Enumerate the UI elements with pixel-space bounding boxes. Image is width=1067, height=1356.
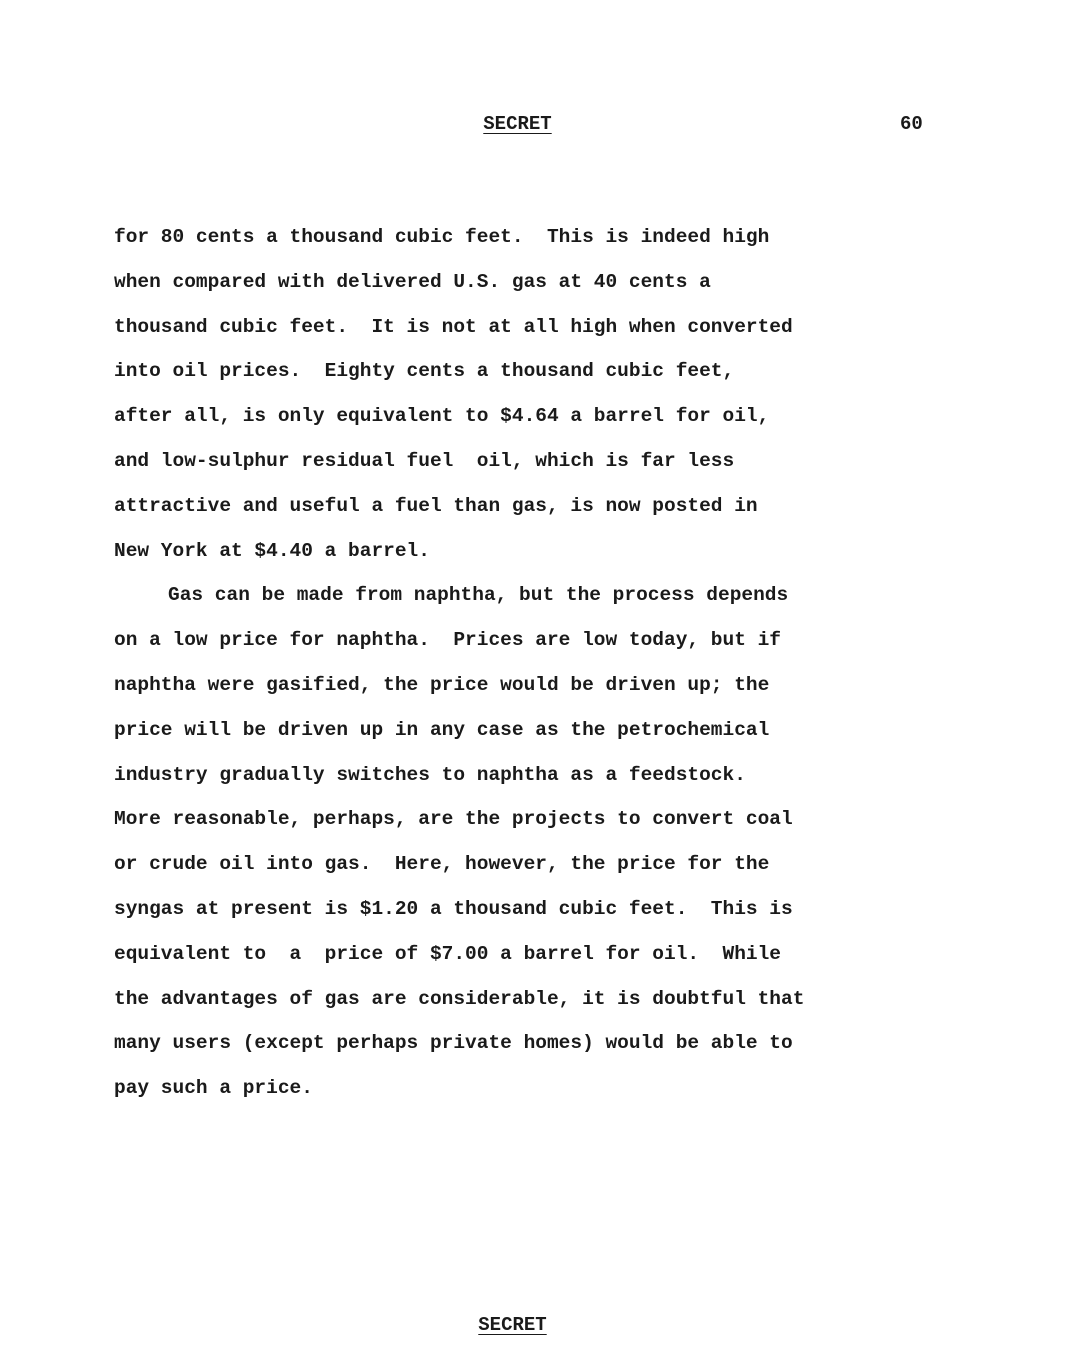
text-line: price will be driven up in any case as the petrochemical	[114, 718, 770, 741]
text-line: or crude oil into gas. Here, however, the price for the	[114, 853, 770, 876]
text-line: for 80 cents a thousand cubic feet. This is indeed high	[114, 226, 770, 248]
text-line: on a low price for naphtha. Prices are low today, but if	[114, 629, 782, 652]
text-line: into oil prices. Eighty cents a thousand cubic feet,	[114, 360, 735, 383]
document-body	[114, 222, 914, 1118]
text-line: after all, is only equivalent to $4.64 a barrel for oil,	[114, 405, 770, 428]
text-line: and low-sulphur residual fuel oil, which is far less	[114, 449, 735, 472]
header-classification-marking: SECRET	[483, 113, 552, 135]
text-line: pay such a price.	[114, 1077, 313, 1100]
page-number: 60	[900, 113, 923, 135]
text-line: industry gradually switches to naphtha as a feedstock.	[114, 763, 746, 786]
text-line: equivalent to a price of $7.00 a barrel for oil. While	[114, 942, 782, 965]
footer-classification-marking: SECRET	[478, 1314, 547, 1336]
text-line: attractive and useful a fuel than gas, is now posted in	[114, 494, 758, 517]
text-line: syngas at present is $1.20 a thousand cubic feet. This is	[114, 897, 793, 920]
text-line: many users (except perhaps private homes) would be able to	[114, 1032, 793, 1055]
text-line: naphtha were gasified, the price would be driven up; the	[114, 673, 770, 696]
paragraph-first-line: Gas can be made from naphtha, but the process depends	[168, 584, 789, 607]
text-line: New York at $4.40 a barrel.	[114, 539, 430, 562]
text-line: thousand cubic feet. It is not at all high when converted	[114, 315, 793, 338]
text-line: when compared with delivered U.S. gas at 40 cents a	[114, 270, 711, 293]
text-line: the advantages of gas are considerable, it is doubtful that	[114, 987, 805, 1010]
text-line: More reasonable, perhaps, are the projects to convert coal	[114, 808, 793, 831]
